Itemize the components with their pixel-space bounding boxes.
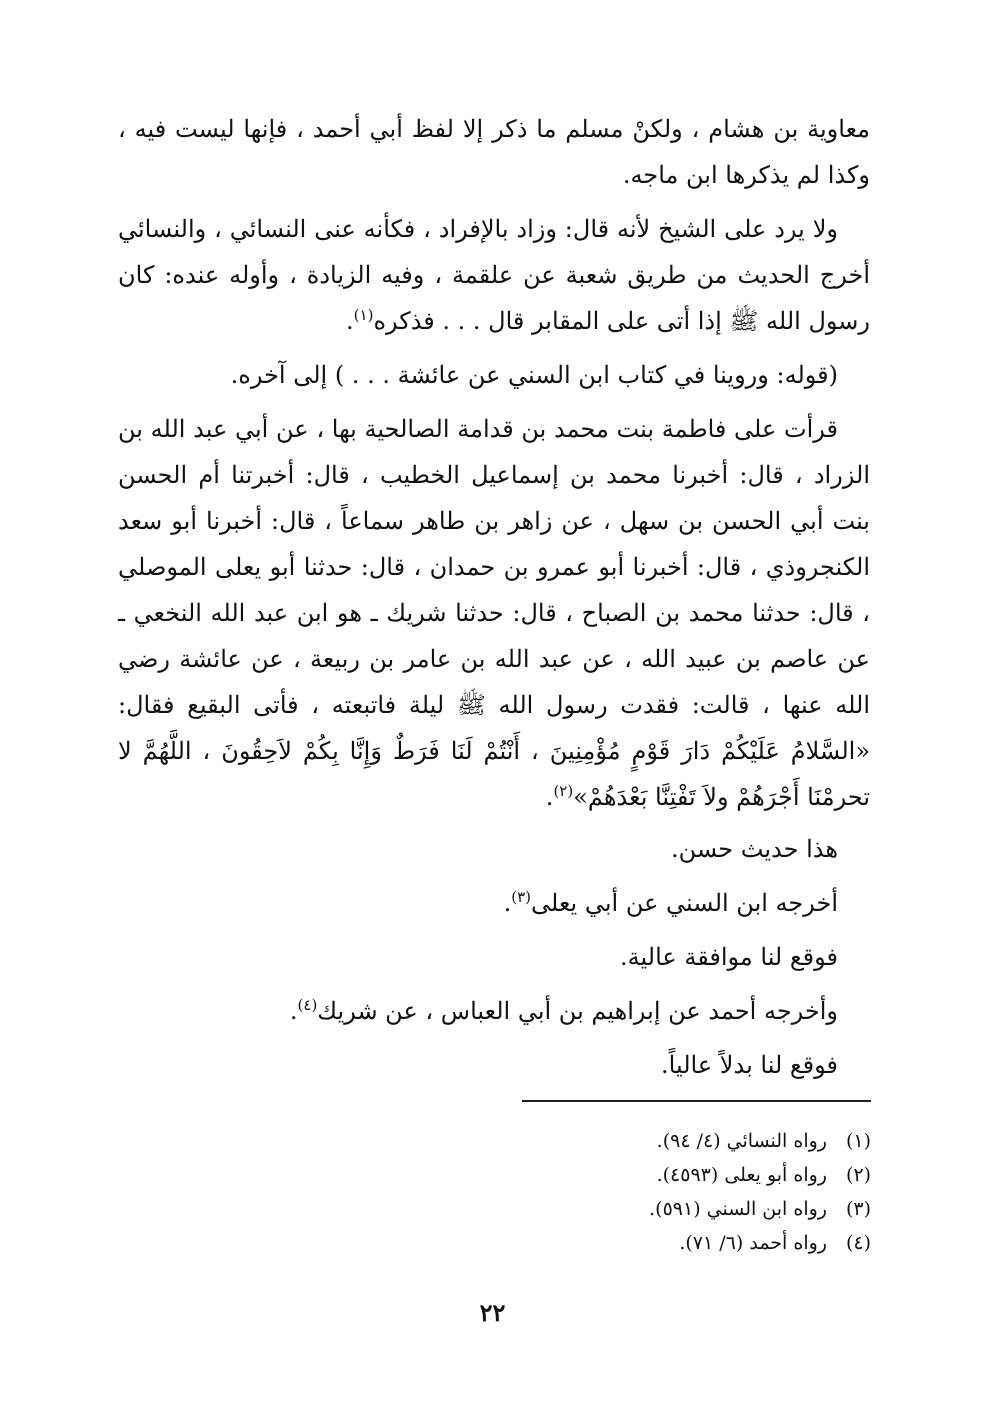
footnote-separator: [522, 1100, 871, 1102]
footnote-number: (١): [845, 1130, 871, 1152]
page-number: ٢٢: [479, 1298, 506, 1327]
footnote-number: (٣): [845, 1198, 871, 1220]
footnote-number: (٢): [845, 1164, 871, 1186]
paragraph-isnad-hadith: قرأت على فاطمة بنت محمد بن قدامة الصالحية بها ، عن أبي عبد الله بن الزراد ، قال: أخبرنا محمد بن إسماعيل الخطيب ، قال: أخبرتنا أم الحسن بنت أبي الحسن بن سهل ، عن زاهر بن طاهر سماعاً ، قال: أخبرنا أبو سعد الكنجروذي ، قال: أخبرنا أبو عمرو بن حمدان ، قال: حدثنا أبو يعلى الموصلي ، قال: حدثنا محمد بن الصباح ، قال: حدثنا شريك ـ هو ابن عبد الله النخعي ـ عن عاصم بن عبيد الله ، عن عبد الله بن عامر بن ربيعة ، عن عائشة رضي الله عنها ، قالت: فقدت رسول الله ﷺ ليلة فاتبعته ، فأتى البقيع فقال: «السَّلامُ عَلَيْكُمْ دَارَ قَوْمٍ مُؤْمِنِينَ ، أَنْتُمْ لَنَا فَرَطٌ وَإِنَّا بِكُمْ لاَحِقُونَ ، اللَّهُمَّ لا تحرمْنَا أَجْرَهُمْ ولاَ تَفْتِنَّا بَعْدَهُمْ»$^{(٢)}$.: [118, 415, 870, 811]
paragraph-objection: ولا يرد على الشيخ لأنه قال: وزاد بالإفراد ، فكأنه عنى النسائي ، والنسائي أخرج الحديث من طريق شعبة عن علقمة ، وفيه الزيادة ، وأوله عنده: كان رسول الله ﷺ إذا أتى على المقابر قال . . . فذكره$^{(١)}$.: [118, 215, 871, 335]
footnote-ref[interactable]: (٢): [553, 782, 574, 800]
footnote-item: [421, 1158, 871, 1192]
footnotes: [421, 1124, 871, 1260]
footnote-ref[interactable]: (٤): [297, 996, 318, 1014]
footnote-item: [421, 1226, 871, 1260]
short-line: هذا حديث حسن.: [670, 835, 838, 863]
footnote-ref[interactable]: (١): [353, 306, 374, 324]
footnote-text: رواه أبو يعلى (٤٥٩٣).: [656, 1164, 827, 1186]
paragraph-quoted-statement: (قوله: وروينا في كتاب ابن السني عن عائشة . . . ) إلى آخره.: [230, 361, 838, 389]
short-line: فوقع لنا موافقة عالية.: [620, 943, 838, 971]
footnote-text: رواه أحمد (٦/ ٧١).: [679, 1232, 827, 1254]
main-text: [118, 106, 870, 1088]
footnote-item: [421, 1124, 871, 1158]
footnote-number: (٤): [845, 1232, 871, 1254]
footnote-text: رواه ابن السني (٥٩١).: [649, 1198, 827, 1220]
footnote-text: رواه النسائي (٤/ ٩٤).: [656, 1130, 827, 1152]
short-line: فوقع لنا بدلاً عالياً.: [661, 1051, 838, 1079]
short-line: وأخرجه أحمد عن إبراهيم بن أبي العباس ، عن شريك$^{(٤)}$.: [289, 996, 838, 1025]
short-line: أخرجه ابن السني عن أبي يعلى$^{(٣)}$.: [503, 888, 838, 917]
paragraph-continuation: معاوية بن هشام ، ولكنْ مسلم ما ذكر إلا لفظ أبي أحمد ، فإنها ليست فيه ، وكذا لم يذكرها ابن ماجه.: [118, 115, 870, 189]
footnote-item: [421, 1192, 871, 1226]
footnote-ref[interactable]: (٣): [511, 888, 531, 906]
